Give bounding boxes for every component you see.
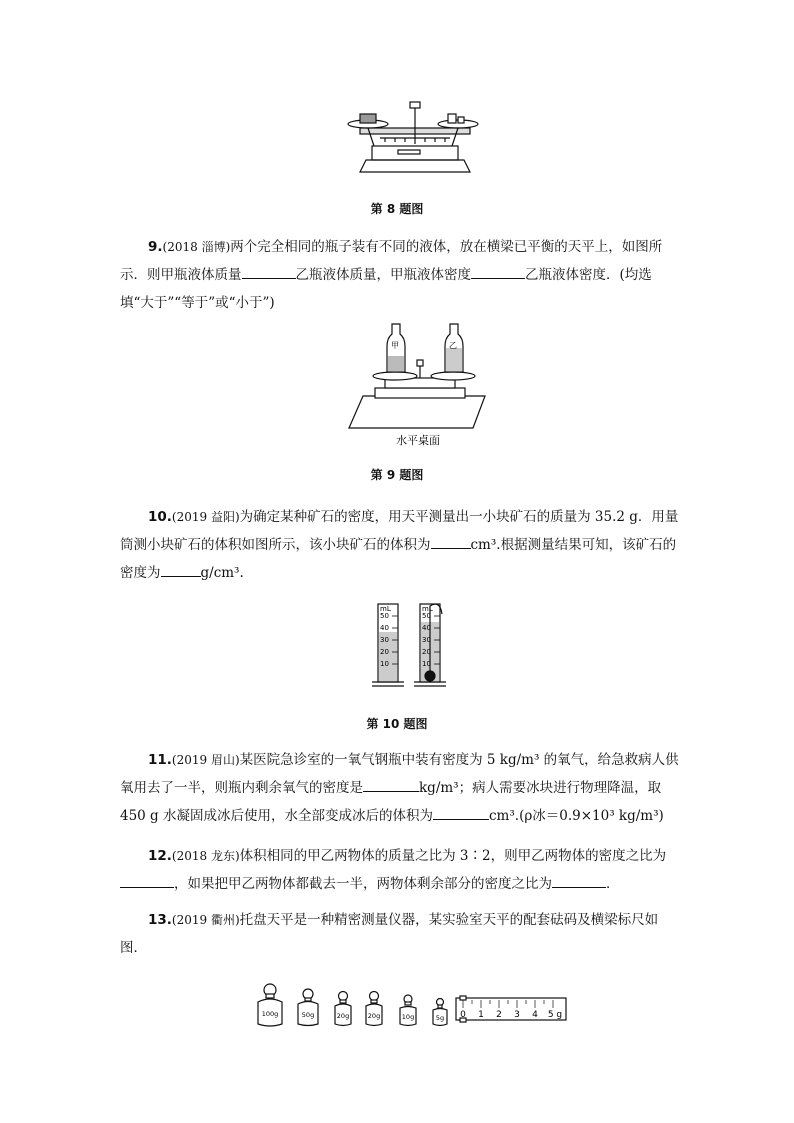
- ruler-tick-label: 3: [514, 1010, 520, 1020]
- svg-text:30: 30: [380, 636, 389, 644]
- question-11: 11.(2019 眉山)某医院急诊室的一氧气钢瓶中装有密度为 5 kg/m³ 的氧气，给急救病人供氧用去了一半，则瓶内剩余氧气的密度是 kg/m³；病人需要冰块进行物理降温，取 450 g 水凝固成冰后使用，水全部变成冰后的体积为 cm³.(ρ冰＝0.9×10³ kg/m³): [120, 752, 679, 824]
- svg-text:50: 50: [380, 612, 389, 620]
- svg-text:30: 30: [422, 636, 431, 644]
- figure-9-caption: 第 9 题图: [370, 468, 424, 482]
- bottle-b-label: 乙: [449, 341, 457, 350]
- weight-label: 20g: [367, 1012, 381, 1020]
- question-9: 9.(2018 淄博)两个完全相同的瓶子装有不同的液体，放在横梁已平衡的天平上，如图所示．则甲瓶液体质量 乙瓶液体质量，甲瓶液体密度 乙瓶液体密度．(均选填“大于”“等于”或“小于”): [120, 239, 663, 311]
- figure-10-caption: 第 10 题图: [366, 717, 428, 731]
- svg-text:10: 10: [422, 660, 431, 668]
- answer-blank[interactable]: [161, 562, 201, 577]
- weight-label: 5g: [435, 1014, 445, 1022]
- figure-8-caption: 第 8 题图: [370, 202, 424, 216]
- question-number: 11.: [148, 752, 172, 768]
- svg-text:40: 40: [422, 624, 431, 632]
- question-10: 10.(2019 益阳)为确定某种矿石的密度，用天平测量出一小块矿石的质量为 35.2 g．用量筒测小块矿石的体积如图所示，该小块矿石的体积为 cm³.根据测量结果可知，该矿石的密度为 g/cm³.: [120, 509, 679, 581]
- cylinder-unit: mL: [380, 605, 391, 613]
- weight-label: 20g: [336, 1012, 350, 1020]
- svg-text:20: 20: [422, 648, 431, 656]
- question-number: 10.: [148, 509, 172, 525]
- answer-blank[interactable]: [433, 805, 489, 820]
- ruler-tick-label: 4: [532, 1010, 538, 1020]
- ruler-tick-label: 1: [478, 1010, 484, 1020]
- answer-blank[interactable]: [471, 264, 525, 279]
- weight-label: 10g: [401, 1013, 415, 1021]
- question-number: 13.: [148, 912, 172, 928]
- svg-text:40: 40: [380, 624, 389, 632]
- ruler-tick-label: 5 g: [547, 1010, 563, 1020]
- svg-text:50: 50: [422, 612, 431, 620]
- figure-10-cylinders: [370, 600, 470, 692]
- desk-label: 水平桌面: [396, 434, 440, 447]
- svg-text:20: 20: [380, 648, 389, 656]
- ruler-tick-label: 2: [496, 1010, 502, 1020]
- answer-blank[interactable]: [120, 873, 174, 888]
- question-source: (2018 淄博): [162, 240, 231, 254]
- question-12: 12.(2018 龙东)体积相同的甲乙两物体的质量之比为 3∶2，则甲乙两物体的密度之比为，如果把甲乙两物体都截去一半，两物体剩余部分的密度之比为 ．: [120, 842, 680, 898]
- question-source: (2019 眉山): [171, 753, 240, 767]
- question-13: 13.(2019 衢州)托盘天平是一种精密测量仪器，某实验室天平的配套砝码及横梁标尺如图．: [120, 912, 659, 956]
- figure-9-balance-bottles: [345, 318, 491, 453]
- bottle-a-label: 甲: [391, 341, 399, 350]
- question-source: (2018 龙东): [171, 849, 240, 863]
- answer-blank[interactable]: [363, 777, 419, 792]
- weight-label: 100g: [261, 1010, 279, 1018]
- question-source: (2019 衢州): [171, 913, 240, 927]
- cylinder-unit: mL: [422, 605, 433, 613]
- question-source: (2019 益阳): [171, 510, 240, 524]
- answer-blank[interactable]: [242, 264, 296, 279]
- answer-blank[interactable]: [431, 534, 471, 549]
- weight-label: 50g: [301, 1011, 315, 1019]
- figure-8-balance: [340, 98, 490, 176]
- answer-blank[interactable]: [552, 873, 606, 888]
- ruler-tick-label: 0: [460, 1010, 466, 1020]
- question-number: 12.: [148, 848, 172, 864]
- figure-13-weights-ruler: [250, 978, 570, 1030]
- svg-text:10: 10: [380, 660, 389, 668]
- question-number: 9.: [148, 239, 163, 255]
